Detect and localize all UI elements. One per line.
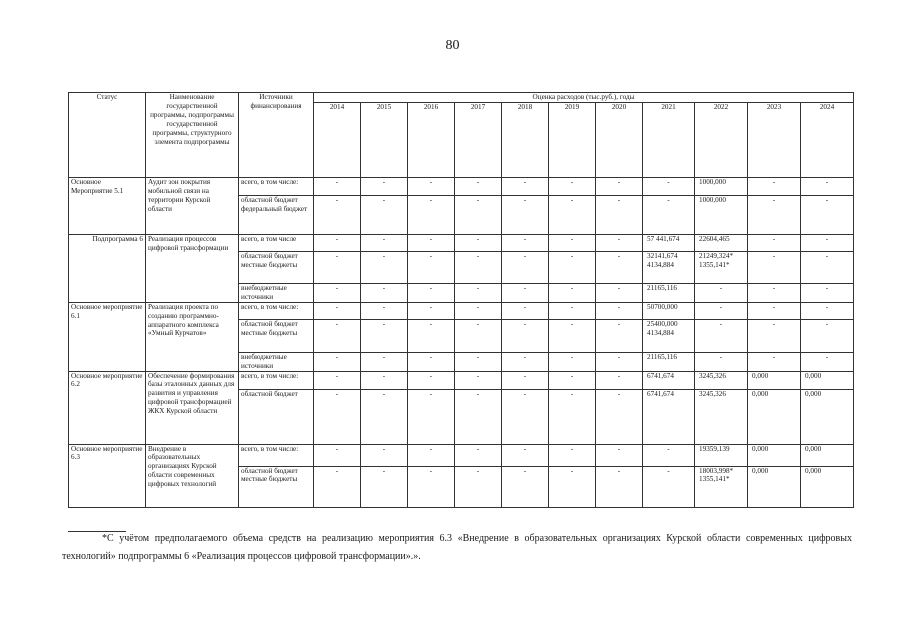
row-value: - bbox=[549, 371, 596, 389]
row-value: - bbox=[801, 251, 854, 283]
row-source: всего, в том числе bbox=[239, 234, 314, 251]
row-value: - bbox=[549, 389, 596, 444]
row-value: - bbox=[748, 177, 801, 195]
row-value: - bbox=[408, 319, 455, 352]
row-value: 0,000 bbox=[748, 371, 801, 389]
row-value: - bbox=[361, 389, 408, 444]
header-year: 2019 bbox=[549, 102, 596, 177]
row-value: - bbox=[361, 195, 408, 234]
row-source: областной бюджет местные бюджеты bbox=[239, 466, 314, 507]
row-value: - bbox=[596, 389, 643, 444]
row-value: - bbox=[596, 444, 643, 466]
row-value: - bbox=[748, 251, 801, 283]
row-value: - bbox=[455, 371, 502, 389]
row-value: - bbox=[549, 234, 596, 251]
row-status: Основное Мероприятие 5.1 bbox=[69, 177, 146, 234]
row-value: - bbox=[596, 319, 643, 352]
row-value: 0,000 bbox=[748, 444, 801, 466]
row-value: - bbox=[361, 177, 408, 195]
row-value: - bbox=[314, 389, 361, 444]
row-value: 25400,000 4134,884 bbox=[643, 319, 695, 352]
row-value: - bbox=[596, 195, 643, 234]
row-value: - bbox=[455, 389, 502, 444]
row-value: - bbox=[361, 371, 408, 389]
row-value: - bbox=[596, 177, 643, 195]
row-value: - bbox=[455, 466, 502, 507]
row-status: Основное мероприятие 6.1 bbox=[69, 302, 146, 371]
row-name: Внедрение в образовательных организациях Курской области современных цифровых технологий bbox=[146, 444, 239, 507]
row-value: 19359,139 bbox=[695, 444, 748, 466]
row-value: - bbox=[748, 302, 801, 319]
row-value: - bbox=[502, 234, 549, 251]
row-value: 0,000 bbox=[801, 444, 854, 466]
row-value: - bbox=[361, 283, 408, 302]
row-value: - bbox=[801, 352, 854, 371]
row-value: - bbox=[801, 302, 854, 319]
row-value: 18003,998* 1355,141* bbox=[695, 466, 748, 507]
row-value: - bbox=[596, 251, 643, 283]
row-value: - bbox=[314, 352, 361, 371]
row-value: - bbox=[455, 251, 502, 283]
row-value: - bbox=[502, 371, 549, 389]
row-value: - bbox=[596, 302, 643, 319]
row-value: - bbox=[361, 444, 408, 466]
row-value: - bbox=[314, 444, 361, 466]
row-value: - bbox=[643, 466, 695, 507]
row-value: 0,000 bbox=[801, 466, 854, 507]
row-value: - bbox=[361, 319, 408, 352]
row-value: - bbox=[801, 177, 854, 195]
row-value: 50700,000 bbox=[643, 302, 695, 319]
row-value: 0,000 bbox=[748, 466, 801, 507]
row-value: - bbox=[748, 352, 801, 371]
row-value: - bbox=[408, 389, 455, 444]
row-value: - bbox=[361, 234, 408, 251]
row-value: - bbox=[549, 319, 596, 352]
row-value: 21165,116 bbox=[643, 283, 695, 302]
page-number: 80 bbox=[445, 38, 460, 53]
row-name: Аудит зон покрытия мобильной связи на территории Курской области bbox=[146, 177, 239, 234]
row-source: областной бюджет федеральный бюджет bbox=[239, 195, 314, 234]
header-source: Источники финансирования bbox=[239, 93, 314, 178]
row-value: - bbox=[643, 177, 695, 195]
header-year: 2021 bbox=[643, 102, 695, 177]
row-value: - bbox=[748, 319, 801, 352]
row-source: внебюджетные источники bbox=[239, 283, 314, 302]
row-value: - bbox=[455, 319, 502, 352]
row-value: 1000,000 bbox=[695, 195, 748, 234]
row-value: - bbox=[748, 234, 801, 251]
table-row bbox=[69, 234, 854, 251]
row-value: - bbox=[643, 195, 695, 234]
table-row bbox=[69, 177, 854, 195]
row-value: - bbox=[314, 177, 361, 195]
row-value: - bbox=[314, 319, 361, 352]
row-status: Основное мероприятие 6.2 bbox=[69, 371, 146, 444]
row-value: - bbox=[455, 352, 502, 371]
row-name: Обеспечение формирования базы эталонных данных для развития и управления цифровой трансформацией ЖКХ Курской области bbox=[146, 371, 239, 444]
row-value: - bbox=[502, 283, 549, 302]
row-value: - bbox=[549, 466, 596, 507]
row-value: - bbox=[549, 444, 596, 466]
row-value: - bbox=[314, 302, 361, 319]
row-source: всего, в том числе: bbox=[239, 177, 314, 195]
header-year: 2014 bbox=[314, 102, 361, 177]
row-value: - bbox=[801, 319, 854, 352]
row-value: - bbox=[455, 234, 502, 251]
row-value: 1000,000 bbox=[695, 177, 748, 195]
row-value: - bbox=[361, 352, 408, 371]
row-value: - bbox=[408, 234, 455, 251]
row-value: 32141,674 4134,884 bbox=[643, 251, 695, 283]
row-value: - bbox=[361, 302, 408, 319]
row-value: 3245,326 bbox=[695, 389, 748, 444]
row-value: - bbox=[361, 466, 408, 507]
row-value: - bbox=[643, 444, 695, 466]
row-value: - bbox=[455, 195, 502, 234]
row-value: - bbox=[549, 283, 596, 302]
row-value: - bbox=[455, 283, 502, 302]
row-value: - bbox=[502, 466, 549, 507]
row-value: - bbox=[502, 195, 549, 234]
header-status: Статус bbox=[69, 93, 146, 178]
row-value: - bbox=[408, 444, 455, 466]
row-value: - bbox=[455, 177, 502, 195]
table-row bbox=[69, 302, 854, 319]
row-source: областной бюджет местные бюджеты bbox=[239, 251, 314, 283]
row-value: - bbox=[408, 177, 455, 195]
row-value: - bbox=[801, 234, 854, 251]
row-source: областной бюджет bbox=[239, 389, 314, 444]
row-name: Реализация процессов цифровой трансформации bbox=[146, 234, 239, 302]
row-value: - bbox=[314, 234, 361, 251]
row-value: - bbox=[408, 283, 455, 302]
row-value: - bbox=[455, 302, 502, 319]
budget-table bbox=[68, 92, 854, 508]
row-value: - bbox=[549, 352, 596, 371]
row-value: 0,000 bbox=[748, 389, 801, 444]
row-value: - bbox=[549, 302, 596, 319]
row-value: - bbox=[314, 251, 361, 283]
row-value: - bbox=[502, 177, 549, 195]
row-value: 0,000 bbox=[801, 371, 854, 389]
row-value: - bbox=[596, 234, 643, 251]
table-row bbox=[69, 444, 854, 466]
row-value: 0,000 bbox=[801, 389, 854, 444]
row-value: - bbox=[408, 195, 455, 234]
row-value: - bbox=[314, 283, 361, 302]
row-value: - bbox=[596, 371, 643, 389]
header-year: 2020 bbox=[596, 102, 643, 177]
header-year: 2017 bbox=[455, 102, 502, 177]
row-value: 6741,674 bbox=[643, 371, 695, 389]
row-value: - bbox=[596, 352, 643, 371]
row-status: Подпрограмма 6 bbox=[69, 234, 146, 302]
header-year: 2024 bbox=[801, 102, 854, 177]
row-value: - bbox=[596, 466, 643, 507]
row-value: - bbox=[549, 195, 596, 234]
row-value: - bbox=[408, 302, 455, 319]
row-value: - bbox=[408, 466, 455, 507]
row-value: - bbox=[502, 251, 549, 283]
row-source: областной бюджет местные бюджеты bbox=[239, 319, 314, 352]
row-value: - bbox=[408, 251, 455, 283]
row-value: - bbox=[695, 302, 748, 319]
footnote bbox=[62, 530, 852, 566]
row-value: - bbox=[314, 195, 361, 234]
row-value: 21249,324* 1355,141* bbox=[695, 251, 748, 283]
row-value: - bbox=[502, 352, 549, 371]
row-value: - bbox=[549, 177, 596, 195]
header-year: 2015 bbox=[361, 102, 408, 177]
row-value: - bbox=[695, 283, 748, 302]
row-name: Реализация проекта по созданию программно-аппаратного комплекса «Умный Курчатов» bbox=[146, 302, 239, 371]
header-name: Наименование государственной программы, подпрограммы государственной программы, структурного элемента подпрограммы bbox=[146, 93, 239, 178]
row-source: внебюджетные источники bbox=[239, 352, 314, 371]
row-value: - bbox=[549, 251, 596, 283]
row-source: всего, в том числе: bbox=[239, 302, 314, 319]
row-source: всего, в том числе: bbox=[239, 444, 314, 466]
row-value: - bbox=[502, 444, 549, 466]
row-value: - bbox=[695, 352, 748, 371]
row-value: 22604,465 bbox=[695, 234, 748, 251]
row-status: Основное мероприятие 6.3 bbox=[69, 444, 146, 507]
row-value: - bbox=[695, 319, 748, 352]
header-year: 2018 bbox=[502, 102, 549, 177]
header-costs: Оценка расходов (тыс.руб.), годы bbox=[314, 93, 854, 103]
row-value: 3245,326 bbox=[695, 371, 748, 389]
row-value: - bbox=[408, 352, 455, 371]
row-value: - bbox=[314, 371, 361, 389]
row-source: всего, в том числе: bbox=[239, 371, 314, 389]
row-value: - bbox=[748, 195, 801, 234]
row-value: - bbox=[502, 319, 549, 352]
row-value: - bbox=[408, 371, 455, 389]
row-value: - bbox=[748, 283, 801, 302]
header-year: 2016 bbox=[408, 102, 455, 177]
row-value: - bbox=[361, 251, 408, 283]
row-value: - bbox=[502, 302, 549, 319]
row-value: - bbox=[455, 444, 502, 466]
row-value: 21165,116 bbox=[643, 352, 695, 371]
row-value: 6741,674 bbox=[643, 389, 695, 444]
row-value: - bbox=[801, 283, 854, 302]
row-value: - bbox=[596, 283, 643, 302]
table-row bbox=[69, 371, 854, 389]
header-year: 2023 bbox=[748, 102, 801, 177]
row-value: - bbox=[502, 389, 549, 444]
header-year: 2022 bbox=[695, 102, 748, 177]
footnote-text: *С учётом предполагаемого объема средств на реализацию мероприятия 6.3 «Внедрение в образовательных организациях Курской области современных цифровых технологий» подпрограммы 6 «Реализация процессов цифровой трансформации».». bbox=[62, 533, 852, 562]
row-value: 57 441,674 bbox=[643, 234, 695, 251]
row-value: - bbox=[801, 195, 854, 234]
row-value: - bbox=[314, 466, 361, 507]
